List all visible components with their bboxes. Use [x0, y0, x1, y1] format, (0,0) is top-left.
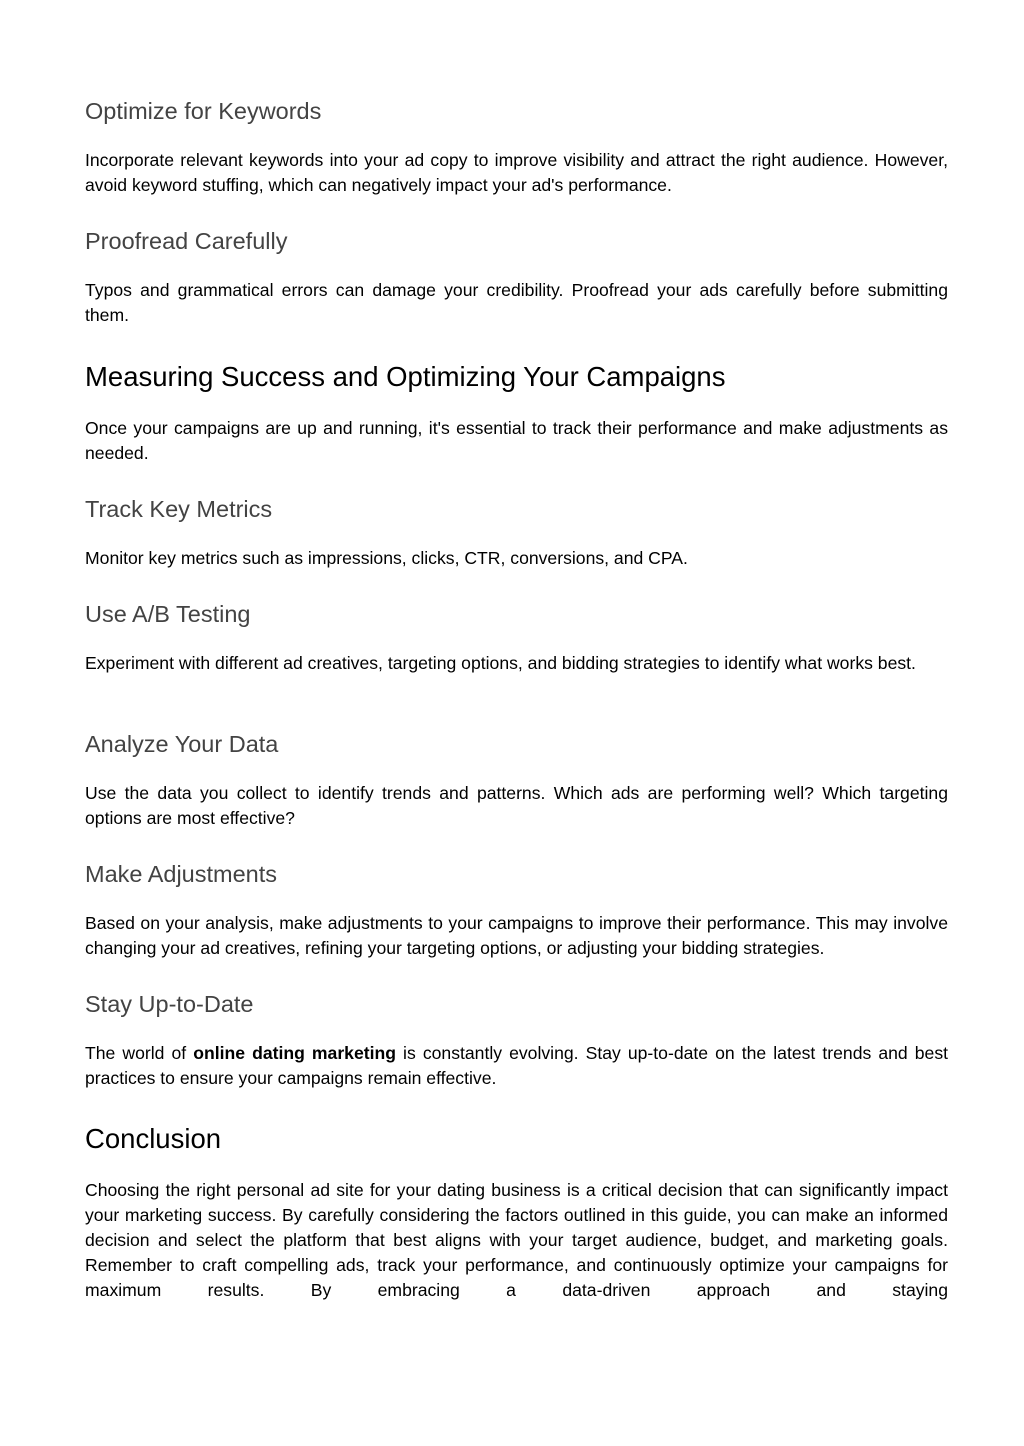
heading-proofread: Proofread Carefully: [85, 228, 288, 254]
paragraph-text-after: is constantly evolving. Stay up-to-date on the latest trends and best practices to ensure your campaigns remain effective.: [85, 1043, 949, 1088]
heading-analyze-data: Analyze Your Data: [85, 731, 279, 757]
paragraph-measuring-success: Once your campaigns are up and running, it's essential to track their performance and make adjustments as needed.: [85, 418, 948, 463]
heading-conclusion: Conclusion: [85, 1123, 222, 1154]
paragraph-conclusion: Choosing the right personal ad site for your dating business is a critical decision that can significantly impact your marketing success. By carefully considering the factors outlined in this guide, you can make an informed decision and select the platform that best aligns with your target audience, budget, and marketing goals. Remember to craft compelling ads, track your performance, and continuously optimize your campaigns for maximum results. By embracing a data-driven approach and staying: [85, 1180, 948, 1300]
heading-make-adjustments: Make Adjustments: [85, 861, 278, 887]
paragraph-text-before: The world of: [85, 1043, 194, 1063]
paragraph-make-adjustments: Based on your analysis, make adjustments to your campaigns to improve their performance. This may involve changing your ad creatives, refining your targeting options, or adjusting your bidding strategies.: [85, 913, 948, 958]
paragraph-stay-up-to-date: [85, 1041, 948, 1091]
heading-measuring-success: Measuring Success and Optimizing Your Campaigns: [85, 361, 726, 392]
paragraph-track-metrics: Monitor key metrics such as impressions, clicks, CTR, conversions, and CPA.: [85, 548, 688, 568]
paragraph-proofread: Typos and grammatical errors can damage your credibility. Proofread your ads carefully before submitting them.: [85, 280, 948, 325]
heading-stay-up-to-date: Stay Up-to-Date: [85, 991, 254, 1017]
heading-track-metrics: Track Key Metrics: [85, 496, 273, 522]
heading-optimize-keywords: Optimize for Keywords: [85, 98, 322, 124]
paragraph-analyze-data: Use the data you collect to identify trends and patterns. Which ads are performing well? Which targeting options are most effective?: [85, 783, 948, 828]
paragraph-ab-testing: Experiment with different ad creatives, targeting options, and bidding strategies to identify what works best.: [85, 653, 916, 673]
heading-ab-testing: Use A/B Testing: [85, 601, 251, 627]
paragraph-optimize-keywords: Incorporate relevant keywords into your ad copy to improve visibility and attract the right audience. However, avoid keyword stuffing, which can negatively impact your ad's performance.: [85, 150, 948, 195]
bold-phrase: online dating marketing: [193, 1043, 396, 1063]
